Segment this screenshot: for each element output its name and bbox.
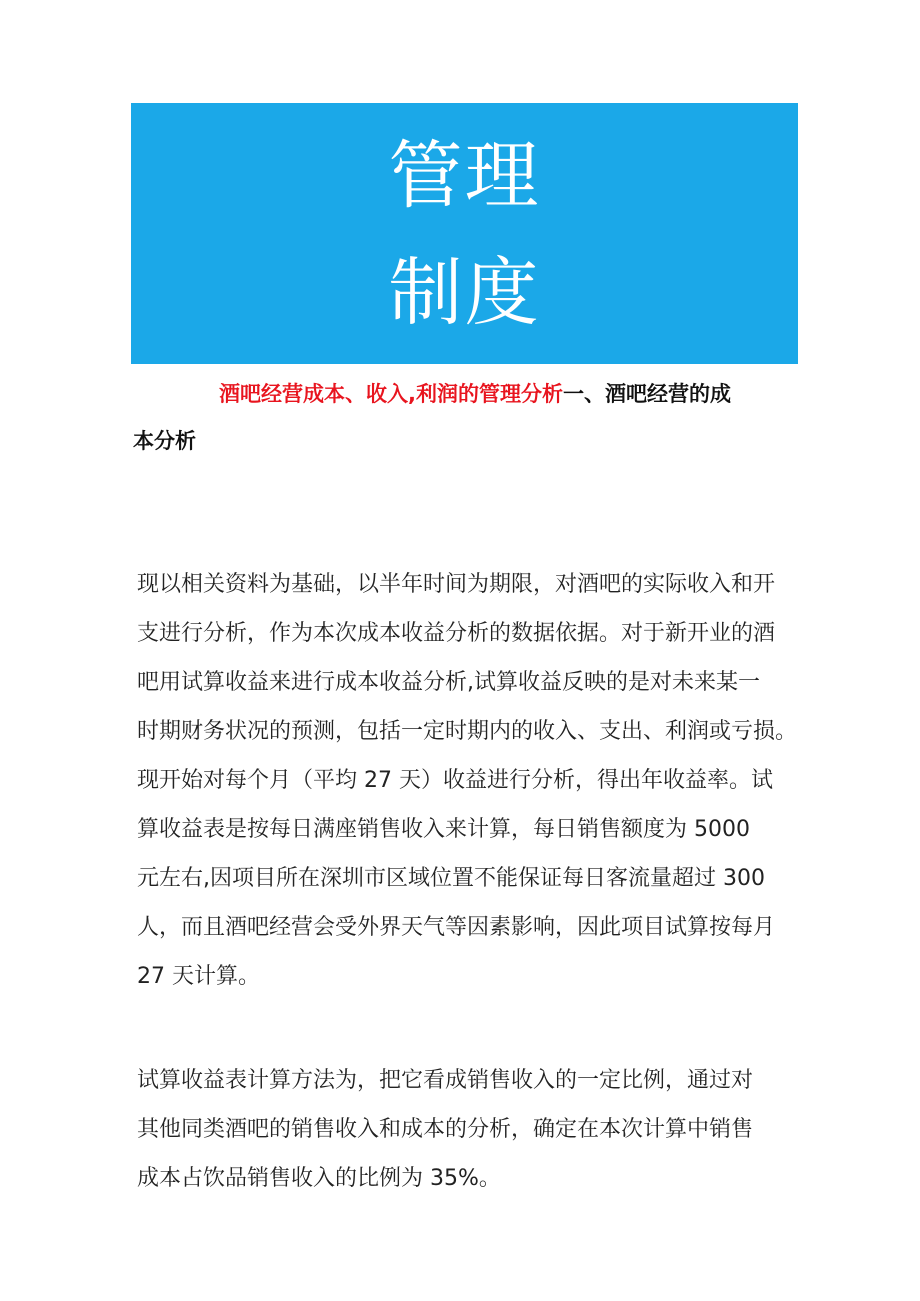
paragraph-line: 元左右,因项目所在深圳市区域位置不能保证每日客流量超过 300 — [137, 866, 765, 891]
body-paragraph-1 — [137, 560, 797, 1001]
paragraph-line: 27 天计算。 — [137, 964, 260, 989]
section-heading — [133, 380, 793, 408]
banner-title-line-2: 制度 — [388, 250, 541, 336]
title-banner — [131, 103, 798, 364]
paragraph-line: 人，而且酒吧经营会受外界天气等因素影响，因此项目试算按每月 — [137, 915, 776, 940]
paragraph-line: 试算收益表计算方法为，把它看成销售收入的一定比例，通过对 — [137, 1068, 754, 1093]
paragraph-line: 成本占饮品销售收入的比例为 35%。 — [137, 1166, 501, 1191]
paragraph-line: 时期财务状况的预测，包括一定时期内的收入、支出、利润或亏损。 — [137, 719, 798, 744]
banner-title-line-1: 管理 — [388, 133, 541, 219]
heading-continuation-text: 本分析 — [133, 429, 196, 453]
paragraph-line: 现以相关资料为基础，以半年时间为期限，对酒吧的实际收入和开 — [137, 572, 776, 597]
section-heading-continuation — [133, 427, 793, 455]
heading-black-text: 一、酒吧经营的成 — [562, 382, 731, 406]
paragraph-line: 支进行分析，作为本次成本收益分析的数据依据。对于新开业的酒 — [137, 621, 776, 646]
heading-red-text: 酒吧经营成本、收入,利润的管理分析 — [219, 382, 563, 406]
paragraph-line: 算收益表是按每日满座销售收入来计算，每日销售额度为 5000 — [137, 817, 750, 842]
paragraph-line: 其他同类酒吧的销售收入和成本的分析，确定在本次计算中销售 — [137, 1117, 754, 1142]
paragraph-line: 吧用试算收益来进行成本收益分析,试算收益反映的是对未来某一 — [137, 670, 760, 695]
body-paragraph-2 — [137, 1056, 797, 1203]
paragraph-line: 现开始对每个月（平均 27 天）收益进行分析，得出年收益率。试 — [137, 768, 773, 793]
